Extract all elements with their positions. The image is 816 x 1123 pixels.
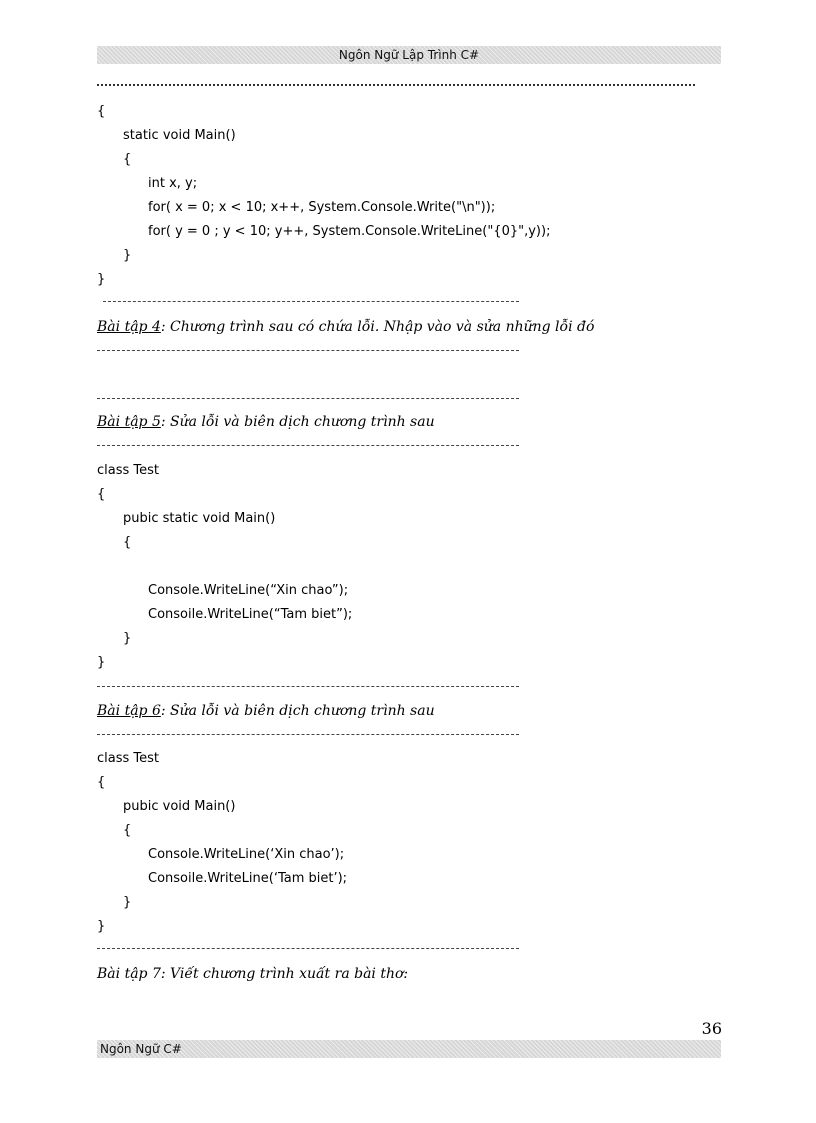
- code-line: {: [97, 775, 106, 790]
- code-line: }: [123, 248, 132, 263]
- code-line: {: [97, 104, 106, 119]
- code-line: pubic static void Main(): [123, 511, 276, 526]
- exercise-4-text: : Chương trình sau có chứa lỗi. Nhập vào và sửa những lỗi đó: [160, 319, 595, 335]
- exercise-5-text: : Sửa lỗi và biên dịch chương trình sau: [160, 414, 435, 430]
- dashed-separator: [97, 686, 519, 687]
- header-title: Ngôn Ngữ Lập Trình C#: [338, 48, 480, 62]
- page-footer: [97, 1040, 721, 1058]
- code-line: {: [123, 152, 132, 167]
- exercise-6-label: Bài tập 6: [97, 703, 161, 719]
- code-line: {: [123, 535, 132, 550]
- code-line: Consoile.WriteLine(“Tam biet”);: [148, 607, 353, 622]
- dashed-separator: [97, 350, 519, 351]
- code-line: {: [97, 487, 106, 502]
- exercise-6-text: : Sửa lỗi và biên dịch chương trình sau: [160, 703, 435, 719]
- code-line: }: [97, 655, 106, 670]
- code-line: for( y = 0 ; y < 10; y++, System.Console.WriteLine("{0}",y));: [148, 224, 551, 239]
- exercise-7-heading: Bài tập 7: Viết chương trình xuất ra bài thơ:: [97, 966, 409, 982]
- page-number: 36: [701, 1019, 722, 1038]
- exercise-4-heading: [97, 317, 594, 337]
- dashed-separator: [103, 301, 519, 302]
- code-line: for( x = 0; x < 10; x++, System.Console.Write("\n"));: [148, 200, 496, 215]
- code-line: Console.WriteLine(‘Xin chao’);: [148, 847, 345, 862]
- header-dotted-rule: [97, 84, 695, 86]
- dashed-separator: [97, 948, 519, 949]
- exercise-4-label: Bài tập 4: [97, 319, 161, 335]
- code-line: }: [97, 272, 106, 287]
- exercise-6-heading: [97, 701, 435, 721]
- code-line: int x, y;: [148, 176, 198, 191]
- footer-title: Ngôn Ngữ C#: [100, 1042, 182, 1056]
- code-line: Console.WriteLine(“Xin chao”);: [148, 583, 349, 598]
- code-line: pubic void Main(): [123, 799, 236, 814]
- code-line: static void Main(): [123, 128, 236, 143]
- code-line: class Test: [97, 751, 160, 766]
- code-line: Consoile.WriteLine(‘Tam biet’);: [148, 871, 348, 886]
- code-line: {: [123, 823, 132, 838]
- dashed-separator: [97, 734, 519, 735]
- code-line: }: [123, 895, 132, 910]
- dashed-separator: [97, 445, 519, 446]
- code-line: }: [97, 919, 106, 934]
- page-header: [97, 46, 721, 64]
- code-line: class Test: [97, 463, 160, 478]
- dashed-separator: [97, 398, 519, 399]
- exercise-5-heading: [97, 412, 435, 432]
- exercise-5-label: Bài tập 5: [97, 414, 161, 430]
- code-line: }: [123, 631, 132, 646]
